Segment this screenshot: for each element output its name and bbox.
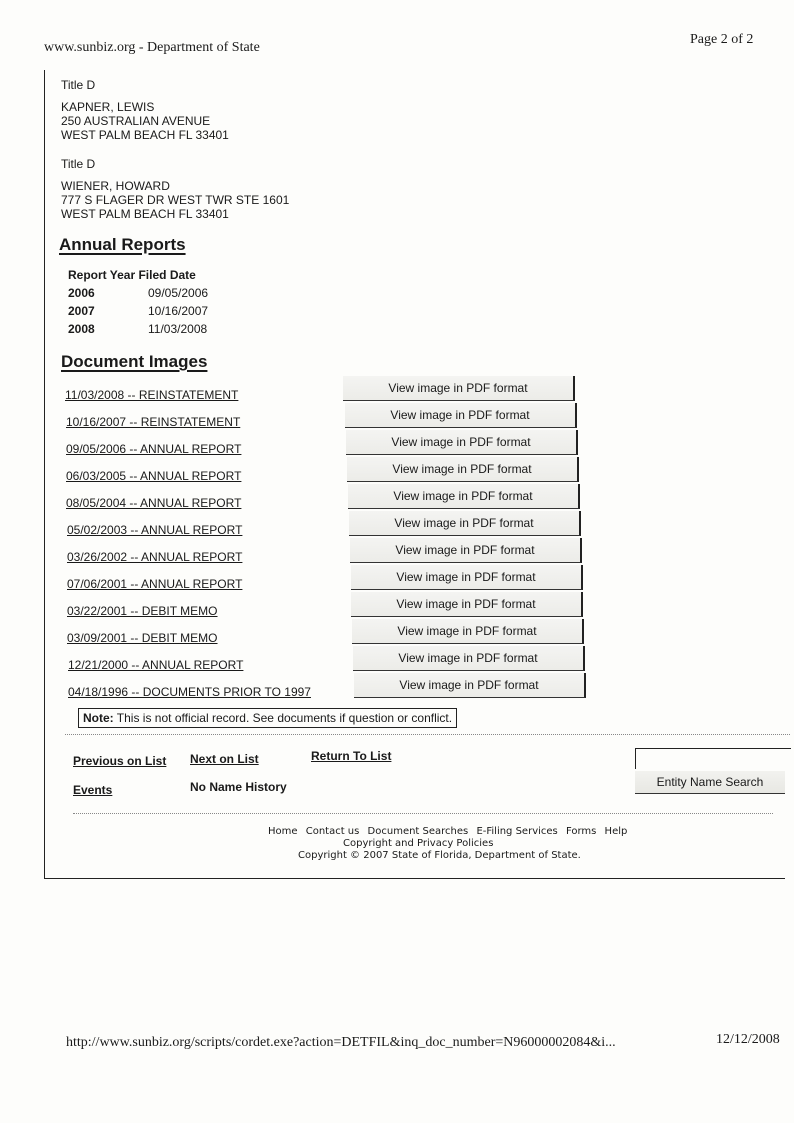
report-year: 2006: [68, 286, 95, 300]
view-pdf-button[interactable]: View image in PDF format: [351, 565, 583, 590]
footer-link-home[interactable]: Home: [268, 826, 298, 837]
officer-title: Title D: [61, 78, 96, 92]
name-history-text: No Name History: [190, 780, 287, 794]
filed-date: 11/03/2008: [148, 322, 208, 336]
document-link[interactable]: 07/06/2001 -- ANNUAL REPORT: [67, 577, 243, 591]
entity-name-search-input[interactable]: [635, 748, 791, 769]
officer-name: KAPNER, LEWIS: [61, 100, 155, 114]
document-link[interactable]: 05/02/2003 -- ANNUAL REPORT: [67, 523, 243, 537]
document-link[interactable]: 04/18/1996 -- DOCUMENTS PRIOR TO 1997: [68, 685, 311, 699]
document-link[interactable]: 10/16/2007 -- REINSTATEMENT: [66, 415, 241, 429]
previous-on-list-link[interactable]: Previous on List: [73, 754, 167, 768]
officer-address-line: WEST PALM BEACH FL 33401: [61, 128, 229, 142]
annual-report-row: [68, 286, 208, 304]
print-footer-url: http://www.sunbiz.org/scripts/cordet.exe?action=DETFIL&inq_doc_number=N96000002084&i...: [66, 1035, 616, 1050]
footer-link-document-searches[interactable]: Document Searches: [367, 826, 469, 837]
print-footer-date: 12/12/2008: [716, 1032, 780, 1047]
officer-name: WIENER, HOWARD: [61, 179, 170, 193]
view-pdf-button[interactable]: View image in PDF format: [349, 511, 581, 536]
view-pdf-button[interactable]: View image in PDF format: [348, 484, 580, 509]
next-on-list-link[interactable]: Next on List: [190, 752, 259, 766]
report-year: 2007: [68, 304, 95, 318]
officer-address-line: 777 S FLAGER DR WEST TWR STE 1601: [61, 193, 290, 207]
annual-reports-heading: Annual Reports: [59, 235, 186, 254]
report-year: 2008: [68, 322, 95, 336]
entity-name-search-button[interactable]: Entity Name Search: [635, 771, 785, 794]
annual-reports-column-header: Report Year Filed Date: [68, 268, 196, 282]
disclaimer-note: [78, 708, 457, 728]
filed-date: 09/05/2006: [148, 286, 209, 300]
return-to-list-link[interactable]: Return To List: [311, 749, 392, 763]
document-link[interactable]: 11/03/2008 -- REINSTATEMENT: [65, 388, 239, 402]
view-pdf-button[interactable]: View image in PDF format: [353, 646, 585, 671]
document-link[interactable]: 03/26/2002 -- ANNUAL REPORT: [67, 550, 243, 564]
document-link[interactable]: 03/22/2001 -- DEBIT MEMO: [67, 604, 218, 618]
document-link[interactable]: 08/05/2004 -- ANNUAL REPORT: [66, 496, 242, 510]
view-pdf-button[interactable]: View image in PDF format: [347, 457, 579, 482]
divider: [65, 734, 790, 735]
annual-report-row: [68, 322, 208, 340]
officer-address-line: WEST PALM BEACH FL 33401: [61, 207, 229, 221]
view-pdf-button[interactable]: View image in PDF format: [345, 403, 577, 428]
view-pdf-button[interactable]: View image in PDF format: [350, 538, 582, 563]
document-link[interactable]: 09/05/2006 -- ANNUAL REPORT: [66, 442, 242, 456]
view-pdf-button[interactable]: View image in PDF format: [343, 376, 575, 401]
officer-block: [61, 100, 229, 142]
footer-copyright: Copyright © 2007 State of Florida, Department of State.: [298, 850, 581, 861]
officer-block: [61, 179, 289, 221]
view-pdf-button[interactable]: View image in PDF format: [351, 592, 583, 617]
footer-link-efiling[interactable]: E-Filing Services: [476, 826, 558, 837]
document-images-heading: Document Images: [61, 352, 208, 371]
filed-date: 10/16/2007: [148, 304, 209, 318]
document-link[interactable]: 12/21/2000 -- ANNUAL REPORT: [68, 658, 244, 672]
detail-frame: [44, 70, 785, 879]
officer-address-line: 250 AUSTRALIAN AVENUE: [61, 114, 211, 128]
document-link[interactable]: 06/03/2005 -- ANNUAL REPORT: [66, 469, 242, 483]
annual-reports-table: [68, 268, 208, 340]
footer-links: [268, 826, 632, 837]
document-link[interactable]: 03/09/2001 -- DEBIT MEMO: [67, 631, 218, 645]
view-pdf-button[interactable]: View image in PDF format: [346, 430, 578, 455]
print-header-site: www.sunbiz.org - Department of State: [44, 40, 260, 55]
footer-link-help[interactable]: Help: [604, 826, 628, 837]
print-header-page: Page 2 of 2: [690, 32, 754, 47]
footer-link-forms[interactable]: Forms: [565, 826, 597, 837]
view-pdf-button[interactable]: View image in PDF format: [354, 673, 586, 698]
footer-privacy-link[interactable]: Copyright and Privacy Policies: [343, 838, 494, 849]
officer-title: Title D: [61, 157, 96, 171]
divider: [73, 813, 773, 814]
annual-report-row: [68, 304, 208, 322]
events-link[interactable]: Events: [73, 783, 113, 797]
footer-link-contact[interactable]: Contact us: [305, 826, 360, 837]
note-text: This is not official record. See documents if question or conflict.: [116, 711, 453, 725]
view-pdf-button[interactable]: View image in PDF format: [352, 619, 584, 644]
note-label: Note:: [83, 711, 114, 725]
